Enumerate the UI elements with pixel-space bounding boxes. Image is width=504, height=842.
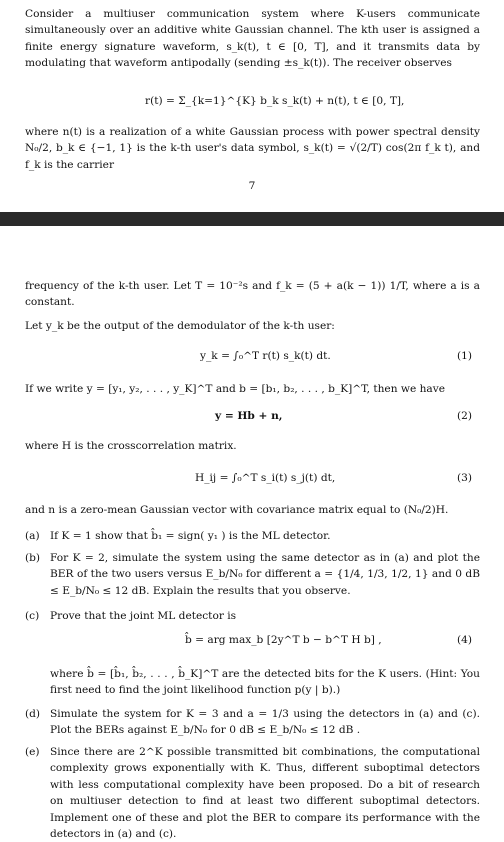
equation-1-number: (1) — [456, 350, 472, 362]
equation-3 — [25, 468, 480, 488]
equation-2-number: (2) — [456, 410, 472, 422]
item-c-followup — [25, 666, 480, 699]
intro-paragraph — [25, 6, 480, 72]
equation-rt-text: r(t) = Σ_{k=1}^{K} b_k s_k(t) + n(t), t ∈ [0, T], — [145, 95, 405, 107]
equation-3-number: (3) — [456, 472, 472, 484]
item-d — [25, 706, 480, 739]
equation-1 — [25, 346, 480, 366]
item-e — [25, 744, 480, 842]
noise-text: where n(t) is a realization of a white Gaussian process with power spectral density N₀/2, b_k ∈ {−1, 1} is the k-th user's data symbol, s_k(t) = √(2/T) cos(2π f_k t), and f_k is the carrier — [25, 126, 480, 171]
vector-paragraph — [25, 381, 480, 397]
noise-vector-text: and n is a zero-mean Gaussian vector with covariance matrix equal to (N₀/2)H. — [25, 504, 449, 516]
item-d-text: Simulate the system for K = 3 and a = 1/3 using the detectors in (a) and (c). Plot the BERs against E_b/N₀ for 0 dB ≤ E_b/N₀ ≤ 12 dB . — [50, 708, 480, 737]
demod-text: Let y_k be the output of the demodulator of the k-th user: — [25, 320, 335, 332]
item-c-label: (c) — [25, 610, 40, 622]
item-c-text: Prove that the joint ML detector is — [50, 610, 237, 622]
item-e-label: (e) — [25, 746, 40, 758]
item-b-label: (b) — [25, 552, 41, 564]
noise-vector-paragraph — [25, 502, 480, 518]
equation-4 — [25, 630, 480, 650]
item-c — [25, 608, 480, 624]
frequency-paragraph — [25, 278, 480, 311]
noise-paragraph — [25, 124, 480, 173]
equation-2-text: y = Hb + n, — [215, 410, 283, 422]
item-b — [25, 550, 480, 599]
item-c-followup-text: where b̂ = [b̂₁, b̂₂, . . . , b̂_K]^T are the detected bits for the K users. (Hint: You first need to find the joint likelihood function p(y | b).) — [50, 668, 480, 697]
equation-2 — [25, 406, 480, 426]
page-8 — [0, 226, 504, 841]
intro-text: Consider a multiuser communication system where K-users communicate simultaneously over an additive white Gaussian channel. The kth user is assigned a finite energy signature waveform, s_k(t), t ∈ [0, T], and it transmits data by modulating that waveform antipodally (sending ±s_k(t)). The receiver observes — [25, 8, 480, 70]
demod-paragraph — [25, 318, 480, 334]
page-break — [0, 212, 504, 226]
item-b-text: For K = 2, simulate the system using the same detector as in (a) and plot the BER of the two users versus E_b/N₀ for different a = {1/4, 1/3, 1/2, 1} and 0 dB ≤ E_b/N₀ ≤ 12 dB. Explain the results that you observe. — [50, 552, 480, 597]
item-d-label: (d) — [25, 708, 41, 720]
item-e-text: Since there are 2^K possible transmitted bit combinations, the computational complexity grows exponentially with K. Thus, different suboptimal detectors with less computational complexity have been proposed. Do a bit of research on multiuser detection to find at least two different suboptimal detectors. Implement one of these and plot the BER to compare its performance with the detectors in (a) and (c). — [50, 746, 480, 841]
item-a-text: If K = 1 show that b̂₁ = sign( y₁ ) is the ML detector. — [50, 530, 331, 542]
frequency-text: frequency of the k-th user. Let T = 10⁻²s and f_k = (5 + a(k − 1)) 1/T, where a is a constant. — [25, 280, 480, 309]
equation-rt — [25, 88, 480, 114]
item-a-label: (a) — [25, 530, 40, 542]
vector-text: If we write y = [y₁, y₂, . . . , y_K]^T and b = [b₁, b₂, . . . , b_K]^T, then we have — [25, 383, 445, 395]
crosscorr-paragraph — [25, 438, 480, 454]
equation-3-text: H_ij = ∫₀^T s_i(t) s_j(t) dt, — [195, 472, 336, 484]
equation-1-text: y_k = ∫₀^T r(t) s_k(t) dt. — [200, 350, 331, 362]
page-number: 7 — [248, 180, 256, 192]
crosscorr-text: where H is the crosscorrelation matrix. — [25, 440, 237, 452]
item-a — [25, 528, 480, 544]
equation-4-number: (4) — [456, 634, 472, 646]
page-7 — [0, 0, 504, 212]
equation-4-text: b̂ = arg max_b [2y^T b − b^T H b] , — [185, 634, 382, 646]
